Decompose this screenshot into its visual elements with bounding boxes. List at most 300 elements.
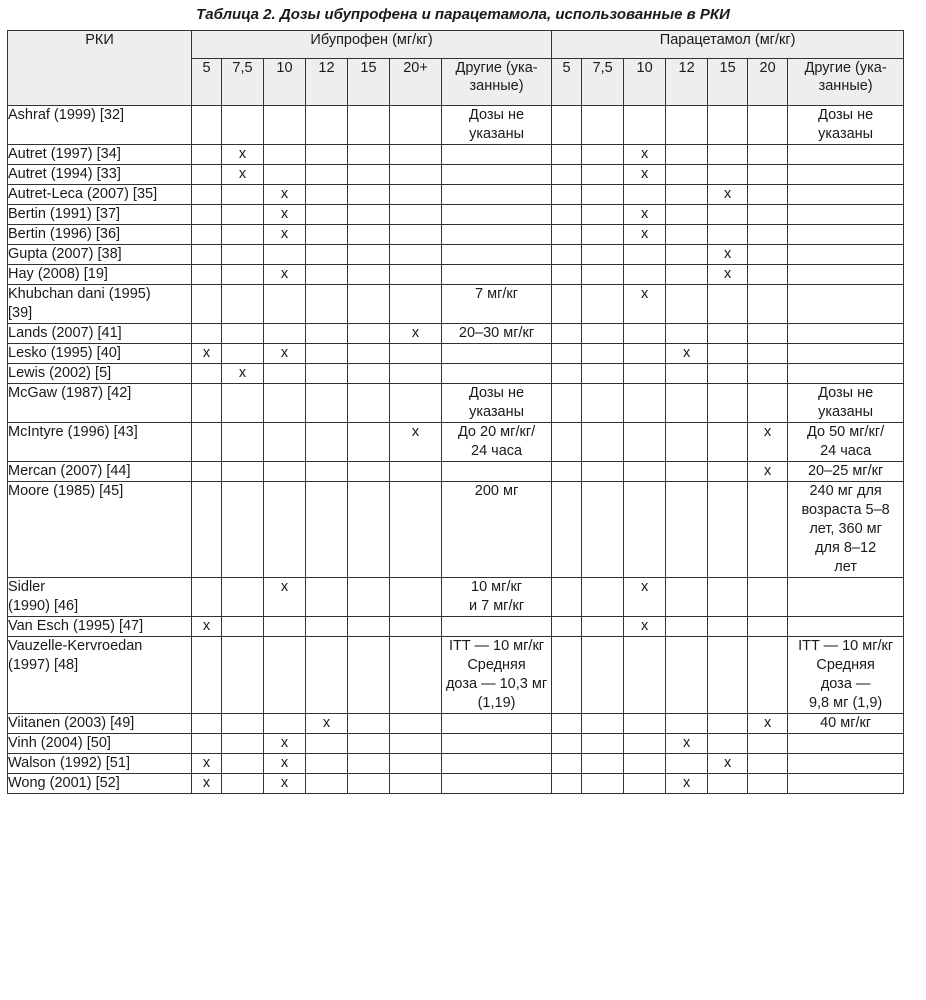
ibuprofen-dose-cell [222, 285, 264, 324]
ibuprofen-dose-cell [306, 165, 348, 185]
ibuprofen-dose-cell [348, 578, 390, 617]
study-name: Bertin (1996) [36] [8, 225, 192, 245]
study-name: Lands (2007) [41] [8, 324, 192, 344]
paracetamol-dose-cell [666, 165, 708, 185]
paracetamol-dose-cell [624, 364, 666, 384]
study-name: McGaw (1987) [42] [8, 384, 192, 423]
ibuprofen-other-header: Другие (ука- занные) [442, 59, 552, 106]
ibuprofen-dose-cell [348, 364, 390, 384]
ibuprofen-dose-cell [390, 225, 442, 245]
paracetamol-dose-cell [582, 205, 624, 225]
study-name: Autret (1997) [34] [8, 145, 192, 165]
paracetamol-other-cell: ITT — 10 мг/кг Средняя доза — 9,8 мг (1,9) [788, 637, 904, 714]
paracetamol-dose-cell [582, 384, 624, 423]
ibuprofen-dose-cell [264, 324, 306, 344]
paracetamol-dose-cell [582, 462, 624, 482]
ibuprofen-other-cell [442, 774, 552, 794]
ibuprofen-dose-cell [348, 324, 390, 344]
paracetamol-dose-cell [708, 364, 748, 384]
ibuprofen-dose-cell [348, 423, 390, 462]
ibuprofen-dose-cell [348, 185, 390, 205]
ibuprofen-other-cell: 7 мг/кг [442, 285, 552, 324]
ibuprofen-dose-cell [264, 384, 306, 423]
paracetamol-dose-cell: x [624, 145, 666, 165]
ibuprofen-other-cell [442, 205, 552, 225]
paracetamol-dose-cell [708, 637, 748, 714]
paracetamol-dose-cell [708, 482, 748, 578]
paracetamol-dose-cell [708, 423, 748, 462]
paracetamol-other-cell [788, 225, 904, 245]
ibuprofen-dose-cell [348, 754, 390, 774]
ibuprofen-dose-cell [390, 364, 442, 384]
paracetamol-dose-cell: x [624, 205, 666, 225]
table-row [8, 423, 904, 462]
paracetamol-dose-cell [748, 106, 788, 145]
ibuprofen-dose-header: 20+ [390, 59, 442, 106]
paracetamol-other-cell [788, 185, 904, 205]
ibuprofen-dose-cell [390, 344, 442, 364]
study-name: Vauzelle-Kervroedan (1997) [48] [8, 637, 192, 714]
paracetamol-other-cell: Дозы не указаны [788, 106, 904, 145]
ibuprofen-dose-cell [192, 225, 222, 245]
paracetamol-dose-cell [624, 245, 666, 265]
paracetamol-dose-cell [666, 423, 708, 462]
paracetamol-dose-cell [666, 617, 708, 637]
paracetamol-dose-cell [552, 482, 582, 578]
ibuprofen-dose-cell [192, 714, 222, 734]
paracetamol-dose-cell [748, 364, 788, 384]
paracetamol-dose-cell [582, 578, 624, 617]
paracetamol-dose-cell [748, 482, 788, 578]
ibuprofen-dose-cell [222, 578, 264, 617]
ibuprofen-other-cell [442, 344, 552, 364]
paracetamol-dose-cell [582, 774, 624, 794]
ibuprofen-dose-cell [390, 185, 442, 205]
paracetamol-dose-cell [582, 734, 624, 754]
ibuprofen-other-cell: Дозы не указаны [442, 384, 552, 423]
ibuprofen-dose-cell: x [222, 165, 264, 185]
ibuprofen-dose-cell [390, 145, 442, 165]
ibuprofen-dose-cell [348, 617, 390, 637]
paracetamol-dose-cell [708, 106, 748, 145]
ibuprofen-other-cell [442, 165, 552, 185]
dose-table [7, 30, 904, 794]
table-title: Таблица 2. Дозы ибупрофена и парацетамола, использованные в РКИ [196, 6, 730, 23]
paracetamol-dose-header: 15 [708, 59, 748, 106]
ibuprofen-dose-cell [306, 423, 348, 462]
ibuprofen-dose-cell [348, 482, 390, 578]
study-name: Walson (1992) [51] [8, 754, 192, 774]
ibuprofen-dose-cell [222, 384, 264, 423]
ibuprofen-dose-cell [264, 145, 306, 165]
paracetamol-other-cell: 240 мг для возраста 5–8 лет, 360 мг для 8–12 лет [788, 482, 904, 578]
paracetamol-dose-cell [708, 145, 748, 165]
paracetamol-dose-cell [624, 344, 666, 364]
paracetamol-dose-cell [582, 344, 624, 364]
table-row [8, 364, 904, 384]
paracetamol-dose-cell [624, 714, 666, 734]
paracetamol-dose-cell [552, 285, 582, 324]
paracetamol-dose-cell [748, 205, 788, 225]
paracetamol-dose-cell [552, 265, 582, 285]
ibuprofen-dose-cell [222, 462, 264, 482]
ibuprofen-other-cell [442, 462, 552, 482]
ibuprofen-dose-cell [306, 106, 348, 145]
paracetamol-dose-cell [666, 145, 708, 165]
ibuprofen-dose-cell [348, 265, 390, 285]
ibuprofen-dose-cell [306, 384, 348, 423]
ibuprofen-dose-cell [306, 185, 348, 205]
ibuprofen-dose-cell [390, 384, 442, 423]
paracetamol-other-cell [788, 364, 904, 384]
paracetamol-other-cell [788, 774, 904, 794]
ibuprofen-other-cell [442, 145, 552, 165]
ibuprofen-dose-cell [192, 265, 222, 285]
paracetamol-dose-cell: x [666, 344, 708, 364]
paracetamol-dose-cell [552, 734, 582, 754]
paracetamol-dose-cell [666, 754, 708, 774]
ibuprofen-dose-cell: x [390, 324, 442, 344]
paracetamol-dose-cell [582, 106, 624, 145]
paracetamol-dose-cell: x [666, 774, 708, 794]
paracetamol-dose-cell [582, 482, 624, 578]
paracetamol-dose-cell [582, 265, 624, 285]
ibuprofen-dose-cell: x [264, 754, 306, 774]
paracetamol-dose-cell [552, 205, 582, 225]
paracetamol-dose-cell [666, 462, 708, 482]
ibuprofen-dose-cell [192, 384, 222, 423]
paracetamol-other-cell [788, 265, 904, 285]
paracetamol-dose-cell [582, 165, 624, 185]
paracetamol-dose-cell [666, 324, 708, 344]
table-row [8, 165, 904, 185]
ibuprofen-dose-cell [348, 344, 390, 364]
ibuprofen-dose-cell [222, 324, 264, 344]
study-name: Lesko (1995) [40] [8, 344, 192, 364]
study-name: Autret (1994) [33] [8, 165, 192, 185]
paracetamol-dose-cell [552, 106, 582, 145]
ibuprofen-dose-header: 5 [192, 59, 222, 106]
table-row [8, 734, 904, 754]
paracetamol-dose-cell [748, 734, 788, 754]
ibuprofen-dose-cell [348, 225, 390, 245]
paracetamol-dose-cell: x [748, 462, 788, 482]
paracetamol-dose-header: 5 [552, 59, 582, 106]
paracetamol-dose-cell [552, 245, 582, 265]
paracetamol-dose-cell [666, 185, 708, 205]
ibuprofen-dose-cell [306, 265, 348, 285]
ibuprofen-dose-cell: x [192, 774, 222, 794]
paracetamol-dose-cell [748, 165, 788, 185]
paracetamol-dose-cell: x [624, 165, 666, 185]
paracetamol-dose-cell [748, 774, 788, 794]
paracetamol-dose-cell [624, 185, 666, 205]
paracetamol-other-cell [788, 617, 904, 637]
ibuprofen-dose-cell [348, 285, 390, 324]
ibuprofen-dose-cell: x [264, 578, 306, 617]
ibuprofen-dose-cell [222, 637, 264, 714]
ibuprofen-dose-cell [264, 285, 306, 324]
ibuprofen-dose-cell: x [222, 364, 264, 384]
ibuprofen-dose-cell [222, 423, 264, 462]
header-paracetamol: Парацетамол (мг/кг) [552, 31, 904, 59]
paracetamol-dose-cell [708, 324, 748, 344]
ibuprofen-dose-cell [306, 344, 348, 364]
paracetamol-dose-cell: x [624, 225, 666, 245]
paracetamol-dose-cell: x [708, 245, 748, 265]
ibuprofen-other-cell [442, 185, 552, 205]
study-name: Van Esch (1995) [47] [8, 617, 192, 637]
table-row [8, 106, 904, 145]
paracetamol-other-cell [788, 165, 904, 185]
paracetamol-dose-cell [552, 617, 582, 637]
ibuprofen-dose-cell [306, 482, 348, 578]
ibuprofen-dose-cell [264, 637, 306, 714]
ibuprofen-dose-header: 12 [306, 59, 348, 106]
paracetamol-other-cell [788, 734, 904, 754]
ibuprofen-dose-cell: x [264, 265, 306, 285]
study-name: Mercan (2007) [44] [8, 462, 192, 482]
paracetamol-dose-cell [708, 344, 748, 364]
ibuprofen-dose-cell: x [390, 423, 442, 462]
ibuprofen-dose-cell [306, 285, 348, 324]
ibuprofen-dose-cell [306, 324, 348, 344]
paracetamol-dose-cell [748, 145, 788, 165]
paracetamol-dose-cell [708, 384, 748, 423]
paracetamol-dose-cell [582, 324, 624, 344]
ibuprofen-dose-cell [348, 165, 390, 185]
ibuprofen-other-cell [442, 225, 552, 245]
paracetamol-dose-header: 12 [666, 59, 708, 106]
ibuprofen-dose-cell [192, 106, 222, 145]
paracetamol-dose-cell [582, 617, 624, 637]
ibuprofen-dose-header: 15 [348, 59, 390, 106]
ibuprofen-dose-cell [390, 106, 442, 145]
paracetamol-other-cell [788, 324, 904, 344]
paracetamol-other-cell: До 50 мг/кг/ 24 часа [788, 423, 904, 462]
paracetamol-dose-cell: x [748, 714, 788, 734]
paracetamol-other-cell: 40 мг/кг [788, 714, 904, 734]
paracetamol-dose-cell: x [708, 185, 748, 205]
ibuprofen-other-cell: 20–30 мг/кг [442, 324, 552, 344]
ibuprofen-dose-cell [306, 145, 348, 165]
paracetamol-dose-cell [624, 265, 666, 285]
paracetamol-dose-header: 7,5 [582, 59, 624, 106]
ibuprofen-dose-cell [390, 754, 442, 774]
ibuprofen-other-cell [442, 714, 552, 734]
ibuprofen-dose-cell [222, 185, 264, 205]
paracetamol-dose-cell [666, 265, 708, 285]
paracetamol-dose-cell [708, 774, 748, 794]
table-row [8, 265, 904, 285]
ibuprofen-other-cell [442, 265, 552, 285]
ibuprofen-dose-cell [222, 265, 264, 285]
ibuprofen-dose-cell: x [306, 714, 348, 734]
paracetamol-dose-cell [552, 165, 582, 185]
study-name: Gupta (2007) [38] [8, 245, 192, 265]
ibuprofen-dose-cell [192, 482, 222, 578]
paracetamol-dose-cell [552, 384, 582, 423]
ibuprofen-other-cell: 10 мг/кг и 7 мг/кг [442, 578, 552, 617]
study-name: Viitanen (2003) [49] [8, 714, 192, 734]
ibuprofen-dose-cell [390, 774, 442, 794]
ibuprofen-other-cell: До 20 мг/кг/ 24 часа [442, 423, 552, 462]
paracetamol-dose-cell [666, 205, 708, 225]
study-name: McIntyre (1996) [43] [8, 423, 192, 462]
table-body [8, 106, 904, 794]
paracetamol-dose-cell [748, 285, 788, 324]
ibuprofen-dose-cell: x [264, 225, 306, 245]
ibuprofen-dose-cell [222, 617, 264, 637]
paracetamol-dose-cell [748, 637, 788, 714]
ibuprofen-dose-cell [222, 344, 264, 364]
ibuprofen-dose-cell [222, 106, 264, 145]
table-row [8, 754, 904, 774]
ibuprofen-other-cell [442, 734, 552, 754]
paracetamol-dose-cell [552, 324, 582, 344]
table-row [8, 245, 904, 265]
ibuprofen-dose-cell [264, 617, 306, 637]
ibuprofen-dose-cell [192, 205, 222, 225]
paracetamol-dose-cell [582, 145, 624, 165]
paracetamol-dose-cell [552, 364, 582, 384]
paracetamol-dose-cell [666, 245, 708, 265]
paracetamol-other-cell [788, 205, 904, 225]
paracetamol-dose-cell [624, 754, 666, 774]
ibuprofen-dose-cell [192, 324, 222, 344]
table-row [8, 482, 904, 578]
ibuprofen-dose-cell [192, 245, 222, 265]
paracetamol-dose-cell [748, 344, 788, 364]
paracetamol-dose-cell: x [624, 578, 666, 617]
paracetamol-dose-cell [748, 384, 788, 423]
paracetamol-dose-cell [666, 637, 708, 714]
paracetamol-dose-cell: x [708, 754, 748, 774]
table-row [8, 225, 904, 245]
ibuprofen-dose-cell [222, 205, 264, 225]
ibuprofen-other-cell [442, 754, 552, 774]
paracetamol-dose-cell [666, 225, 708, 245]
paracetamol-dose-cell [708, 734, 748, 754]
paracetamol-dose-cell [552, 423, 582, 462]
paracetamol-dose-header: 10 [624, 59, 666, 106]
paracetamol-dose-cell [582, 285, 624, 324]
header-rki: РКИ [8, 31, 192, 106]
paracetamol-dose-cell [624, 637, 666, 714]
ibuprofen-dose-cell [390, 714, 442, 734]
ibuprofen-dose-cell [222, 734, 264, 754]
table-header [8, 31, 904, 106]
paracetamol-dose-header: 20 [748, 59, 788, 106]
paracetamol-dose-cell [582, 754, 624, 774]
ibuprofen-dose-cell [192, 578, 222, 617]
paracetamol-dose-cell: x [748, 423, 788, 462]
paracetamol-dose-cell: x [624, 617, 666, 637]
ibuprofen-dose-cell [192, 145, 222, 165]
ibuprofen-dose-cell [192, 462, 222, 482]
paracetamol-other-cell: 20–25 мг/кг [788, 462, 904, 482]
paracetamol-dose-cell [748, 265, 788, 285]
paracetamol-dose-cell [748, 225, 788, 245]
paracetamol-dose-cell [582, 637, 624, 714]
paracetamol-dose-cell [666, 578, 708, 617]
paracetamol-dose-cell [708, 205, 748, 225]
ibuprofen-dose-cell [222, 225, 264, 245]
ibuprofen-dose-cell [306, 205, 348, 225]
paracetamol-dose-cell [624, 774, 666, 794]
paracetamol-other-cell [788, 285, 904, 324]
paracetamol-dose-cell [708, 225, 748, 245]
ibuprofen-dose-cell [264, 106, 306, 145]
study-name: Sidler (1990) [46] [8, 578, 192, 617]
ibuprofen-other-cell [442, 617, 552, 637]
paracetamol-dose-cell [582, 185, 624, 205]
paracetamol-dose-cell [666, 285, 708, 324]
ibuprofen-dose-cell [348, 774, 390, 794]
paracetamol-other-cell: Дозы не указаны [788, 384, 904, 423]
paracetamol-dose-cell [552, 462, 582, 482]
ibuprofen-dose-cell [348, 245, 390, 265]
ibuprofen-dose-cell [192, 637, 222, 714]
paracetamol-dose-cell [582, 245, 624, 265]
study-name: Bertin (1991) [37] [8, 205, 192, 225]
study-name: Hay (2008) [19] [8, 265, 192, 285]
ibuprofen-dose-cell [348, 145, 390, 165]
table-row [8, 205, 904, 225]
ibuprofen-dose-cell [264, 714, 306, 734]
ibuprofen-dose-cell [390, 265, 442, 285]
ibuprofen-other-cell: 200 мг [442, 482, 552, 578]
ibuprofen-dose-cell [192, 364, 222, 384]
paracetamol-dose-cell [552, 637, 582, 714]
ibuprofen-dose-cell [390, 205, 442, 225]
ibuprofen-other-cell [442, 364, 552, 384]
paracetamol-dose-cell [624, 384, 666, 423]
header-ibuprofen: Ибупрофен (мг/кг) [192, 31, 552, 59]
ibuprofen-dose-cell [348, 106, 390, 145]
table-row [8, 774, 904, 794]
ibuprofen-dose-cell [264, 462, 306, 482]
ibuprofen-dose-cell [306, 734, 348, 754]
ibuprofen-dose-cell [306, 578, 348, 617]
paracetamol-dose-cell [666, 106, 708, 145]
ibuprofen-dose-cell: x [264, 734, 306, 754]
ibuprofen-dose-cell [390, 245, 442, 265]
paracetamol-other-header: Другие (ука- занные) [788, 59, 904, 106]
ibuprofen-dose-cell: x [192, 754, 222, 774]
table-row [8, 285, 904, 324]
paracetamol-dose-cell [748, 324, 788, 344]
paracetamol-dose-cell [582, 714, 624, 734]
ibuprofen-dose-cell [390, 637, 442, 714]
table-row [8, 324, 904, 344]
study-name: Autret-Leca (2007) [35] [8, 185, 192, 205]
paracetamol-dose-cell [552, 774, 582, 794]
ibuprofen-dose-cell [390, 734, 442, 754]
ibuprofen-dose-cell [192, 185, 222, 205]
paracetamol-dose-cell [582, 423, 624, 462]
ibuprofen-dose-cell [192, 285, 222, 324]
ibuprofen-dose-cell [348, 637, 390, 714]
ibuprofen-dose-cell [348, 384, 390, 423]
paracetamol-dose-cell [582, 225, 624, 245]
paracetamol-dose-cell [666, 714, 708, 734]
table-row [8, 714, 904, 734]
table-row [8, 462, 904, 482]
paracetamol-dose-cell [708, 578, 748, 617]
paracetamol-dose-cell [582, 364, 624, 384]
paracetamol-dose-cell [624, 423, 666, 462]
